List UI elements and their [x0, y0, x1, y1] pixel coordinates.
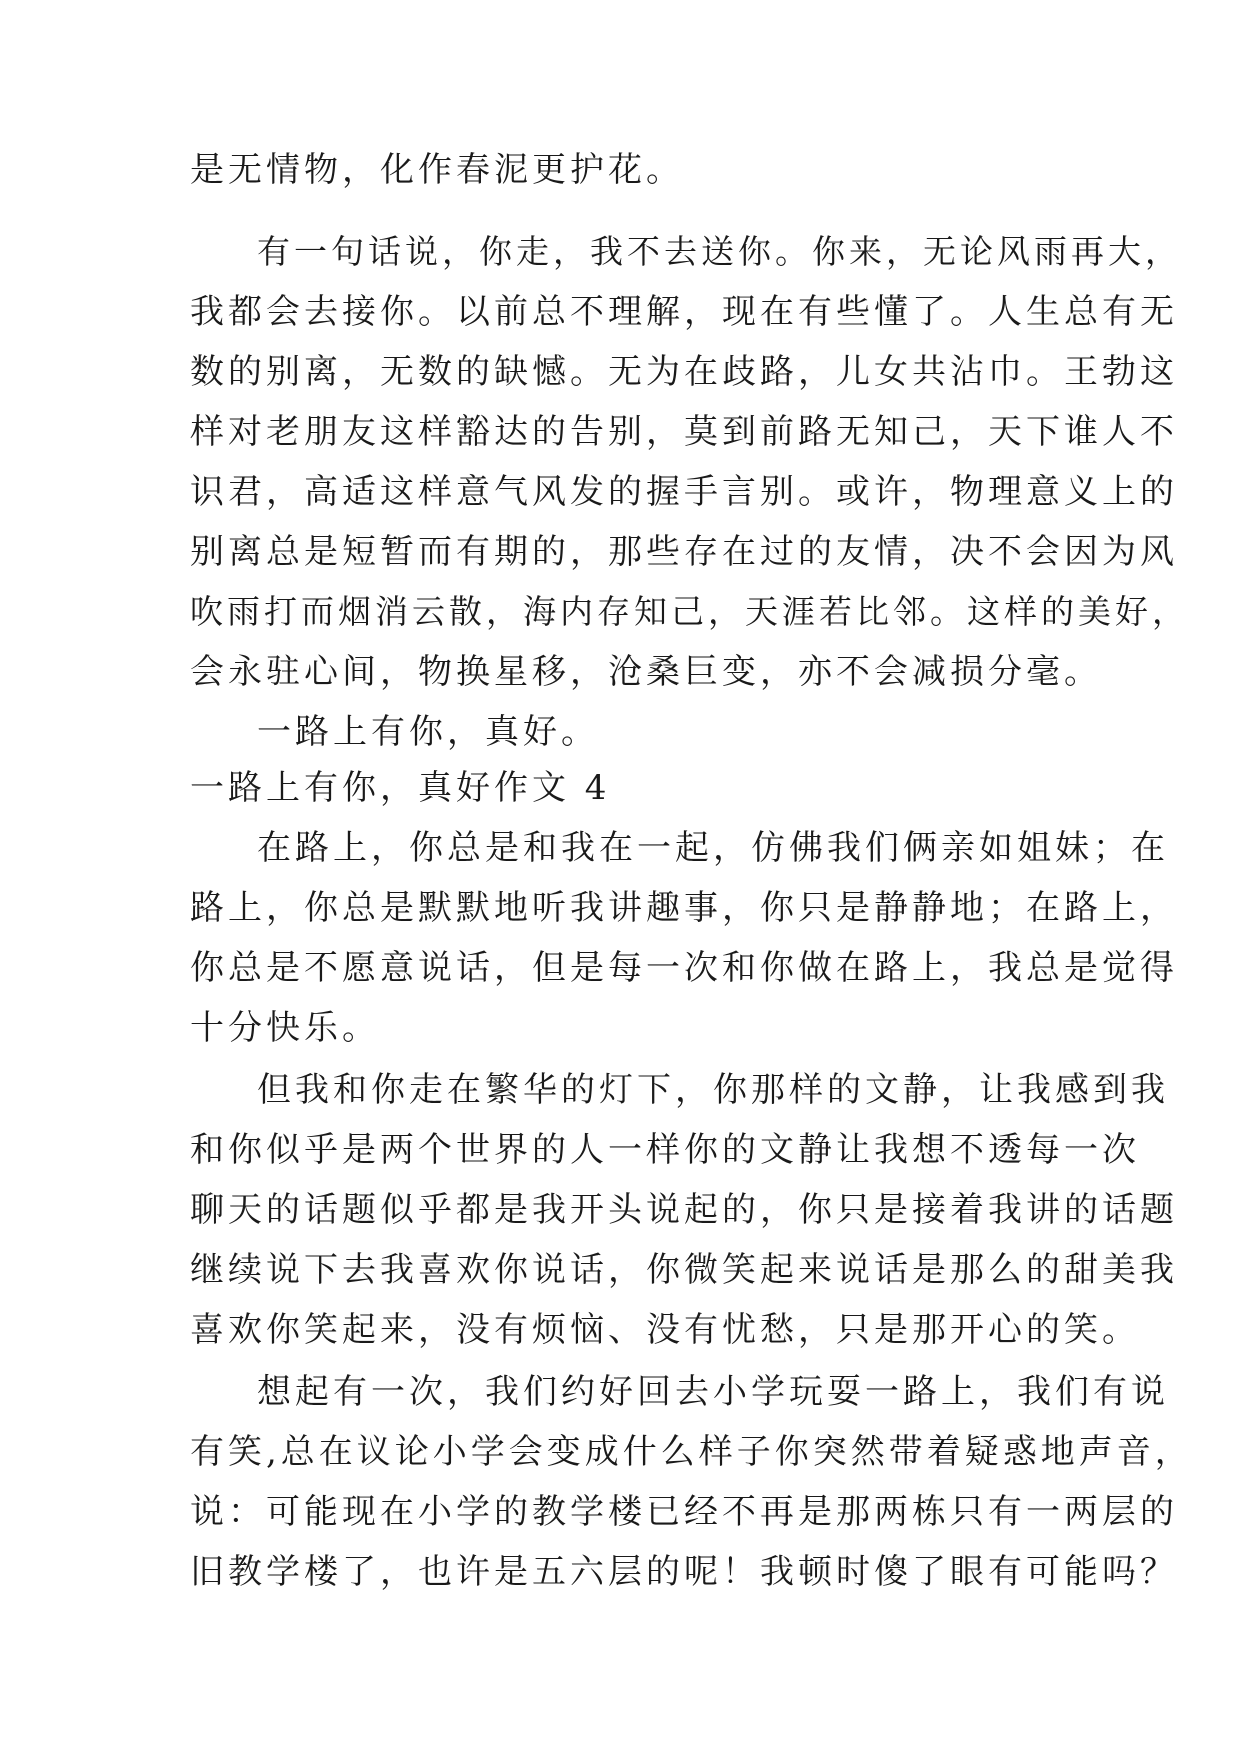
paragraph-first-line: 有一句话说，你走，我不去送你。你来，无论风雨再大， — [257, 232, 1182, 271]
text-line: 聊天的话题似乎都是我开头说起的，你只是接着我讲的话题 — [190, 1190, 1178, 1230]
text-line: 继续说下去我喜欢你说话，你微笑起来说话是那么的甜美我 — [190, 1250, 1178, 1290]
text-line: 样对老朋友这样豁达的告别，莫到前路无知己，天下谁人不 — [190, 412, 1178, 452]
text-line: 数的别离，无数的缺憾。无为在歧路，儿女共沾巾。王勃这 — [190, 352, 1178, 392]
text-line: 会永驻心间，物换星移，沧桑巨变，亦不会减损分毫。 — [190, 652, 1102, 692]
text-line: 识君，高适这样意气风发的握手言别。或许，物理意义上的 — [190, 472, 1178, 512]
text-line: 是无情物，化作春泥更护花。 — [190, 150, 684, 190]
paragraph-first-line: 在路上，你总是和我在一起，仿佛我们俩亲如姐妹；在 — [257, 828, 1169, 868]
text-line: 别离总是短暂而有期的，那些存在过的友情，决不会因为风 — [190, 532, 1178, 572]
text-line: 路上，你总是默默地听我讲趣事，你只是静静地；在路上， — [190, 888, 1178, 928]
paragraph-first-line: 一路上有你，真好。 — [257, 712, 599, 752]
text-line: 喜欢你笑起来，没有烦恼、没有忧愁，只是那开心的笑。 — [190, 1310, 1140, 1350]
paragraph-first-line: 想起有一次，我们约好回去小学玩耍一路上，我们有说 — [257, 1372, 1169, 1412]
text-line: 和你似乎是两个世界的人一样你的文静让我想不透每一次 — [190, 1130, 1140, 1170]
section-heading: 一路上有你，真好作文 4 — [190, 768, 611, 808]
text-line: 你总是不愿意说话，但是每一次和你做在路上，我总是觉得 — [190, 948, 1178, 988]
text-line: 十分快乐。 — [190, 1008, 380, 1048]
text-line: 说：可能现在小学的教学楼已经不再是那两栋只有一两层的 — [190, 1492, 1178, 1532]
text-line: 有笑,总在议论小学会变成什么样子你突然带着疑惑地声音， — [190, 1432, 1193, 1472]
text-line: 我都会去接你。以前总不理解，现在有些懂了。人生总有无 — [190, 292, 1178, 332]
text-line: 旧教学楼了，也许是五六层的呢！我顿时傻了眼有可能吗？ — [190, 1552, 1178, 1592]
text-line: 吹雨打而烟消云散，海内存知己，天涯若比邻。这样的美好， — [190, 592, 1189, 631]
paragraph-first-line: 但我和你走在繁华的灯下，你那样的文静，让我感到我 — [257, 1070, 1169, 1110]
